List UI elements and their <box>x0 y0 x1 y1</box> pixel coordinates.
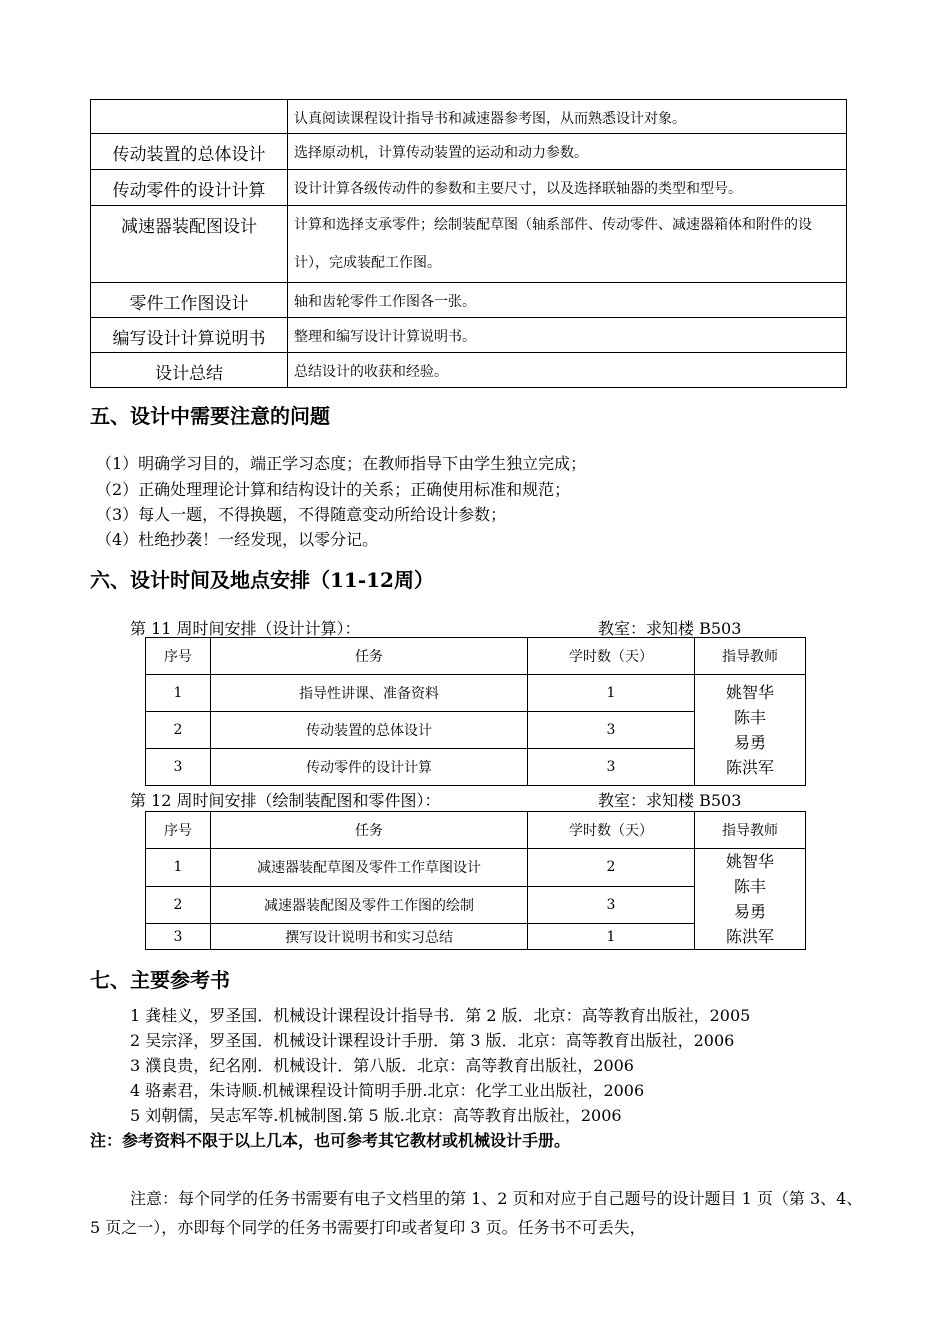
stage-cell: 传动装置的总体设计 <box>91 134 288 170</box>
reference-item: 1 龚桂义，罗圣国．机械设计课程设计指导书．第 2 版．北京：高等教育出版社，2005 <box>130 1006 751 1025</box>
table-row <box>91 318 847 353</box>
row-no: 3 <box>146 924 211 950</box>
table-row <box>91 206 847 283</box>
column-header: 任务 <box>211 812 528 849</box>
column-header: 学时数（天） <box>528 638 695 675</box>
row-no: 2 <box>146 712 211 749</box>
section5-title: 五、设计中需要注意的问题 <box>90 404 330 428</box>
teachers-cell <box>695 675 806 786</box>
row-no: 1 <box>146 675 211 712</box>
section7-title: 七、主要参考书 <box>90 968 230 992</box>
table-header-row <box>146 812 806 849</box>
row-task: 传动装置的总体设计 <box>211 712 528 749</box>
table-row <box>91 170 847 206</box>
reference-item: 5 刘朝儒，吴志军等.机械制图.第 5 版.北京：高等教育出版社，2006 <box>130 1106 622 1125</box>
teachers-cell <box>695 849 806 950</box>
teacher-name: 姚智华 <box>725 852 774 871</box>
content-cell: 整理和编写设计计算说明书。 <box>288 318 847 353</box>
row-task: 撰写设计说明书和实习总结 <box>211 924 528 950</box>
week11-room: 教室：求知楼 B503 <box>598 619 742 638</box>
content-cell: 计算和选择支承零件；绘制装配草图（轴系部件、传动零件、减速器箱体和附件的设计），完成装配工作图。 <box>288 206 847 283</box>
row-no: 3 <box>146 749 211 786</box>
content-cell: 设计计算各级传动件的参数和主要尺寸，以及选择联轴器的类型和型号。 <box>288 170 847 206</box>
week12-label: 第 12 周时间安排（绘制装配图和零件图）： <box>130 791 441 810</box>
row-days: 2 <box>528 849 695 887</box>
stage-cell <box>91 100 288 134</box>
stage-cell: 编写设计计算说明书 <box>91 318 288 353</box>
content-cell: 轴和齿轮零件工作图各一张。 <box>288 283 847 318</box>
column-header: 学时数（天） <box>528 812 695 849</box>
reference-item: 3 濮良贵，纪名刚．机械设计．第八版．北京：高等教育出版社，2006 <box>130 1056 634 1075</box>
teacher-name: 陈洪军 <box>725 927 774 946</box>
row-days: 1 <box>528 675 695 712</box>
section6-title: 六、设计时间及地点安排（11-12周） <box>90 568 434 592</box>
content-cell: 认真阅读课程设计指导书和减速器参考图，从而熟悉设计对象。 <box>288 100 847 134</box>
row-task: 传动零件的设计计算 <box>211 749 528 786</box>
teacher-name: 陈丰 <box>733 708 766 727</box>
stage-cell: 减速器装配图设计 <box>91 206 288 283</box>
week12-table <box>145 811 806 950</box>
stage-cell: 设计总结 <box>91 353 288 388</box>
row-days: 1 <box>528 924 695 950</box>
table-row <box>146 849 806 887</box>
reference-item: 2 吴宗泽，罗圣国．机械设计课程设计手册．第 3 版．北京：高等教育出版社，2006 <box>130 1031 735 1050</box>
row-task: 减速器装配图及零件工作图的绘制 <box>211 886 528 924</box>
reference-note: 注：参考资料不限于以上几本，也可参考其它教材或机械设计手册。 <box>90 1131 571 1150</box>
week11-table <box>145 637 806 786</box>
row-task: 指导性讲课、准备资料 <box>211 675 528 712</box>
column-header: 指导教师 <box>695 812 806 849</box>
table-row <box>91 134 847 170</box>
column-header: 任务 <box>211 638 528 675</box>
teacher-name: 陈丰 <box>733 877 766 896</box>
table-row <box>91 100 847 134</box>
table-row <box>91 353 847 388</box>
list-item: （1）明确学习目的，端正学习态度；在教师指导下由学生独立完成； <box>96 454 587 473</box>
row-days: 3 <box>528 886 695 924</box>
week12-heading <box>130 788 742 811</box>
list-item: （2）正确处理理论计算和结构设计的关系；正确使用标准和规范； <box>96 480 571 499</box>
table-row <box>146 675 806 712</box>
teacher-name: 易勇 <box>733 733 766 752</box>
row-days: 3 <box>528 712 695 749</box>
row-task: 减速器装配草图及零件工作草图设计 <box>211 849 528 887</box>
content-cell: 总结设计的收获和经验。 <box>288 353 847 388</box>
week11-heading <box>130 616 742 639</box>
list-item: （3）每人一题，不得换题，不得随意变动所给设计参数； <box>96 505 507 524</box>
table-row <box>91 283 847 318</box>
row-days: 3 <box>528 749 695 786</box>
week12-room: 教室：求知楼 B503 <box>598 791 742 810</box>
teacher-name: 姚智华 <box>725 683 774 702</box>
table-header-row <box>146 638 806 675</box>
design-steps-table <box>90 99 847 388</box>
content-cell: 选择原动机，计算传动装置的运动和动力参数。 <box>288 134 847 170</box>
stage-cell: 零件工作图设计 <box>91 283 288 318</box>
week11-label: 第 11 周时间安排（设计计算）： <box>130 619 361 638</box>
stage-cell: 传动零件的设计计算 <box>91 170 288 206</box>
column-header: 序号 <box>146 812 211 849</box>
row-no: 2 <box>146 886 211 924</box>
teacher-name: 陈洪军 <box>725 758 774 777</box>
row-no: 1 <box>146 849 211 887</box>
teacher-name: 易勇 <box>733 902 766 921</box>
list-item: （4）杜绝抄袭！一经发现，以零分记。 <box>96 530 379 549</box>
final-note: 注意：每个同学的任务书需要有电子文档里的第 1、2 页和对应于自己题号的设计题目 1 页（第 3、4、5 页之一），亦即每个同学的任务书需要打印或者复印 3 页。任务书不可丢失， <box>90 1189 863 1237</box>
column-header: 指导教师 <box>695 638 806 675</box>
reference-item: 4 骆素君，朱诗顺.机械课程设计简明手册.北京：化学工业出版社，2006 <box>130 1081 645 1100</box>
column-header: 序号 <box>146 638 211 675</box>
